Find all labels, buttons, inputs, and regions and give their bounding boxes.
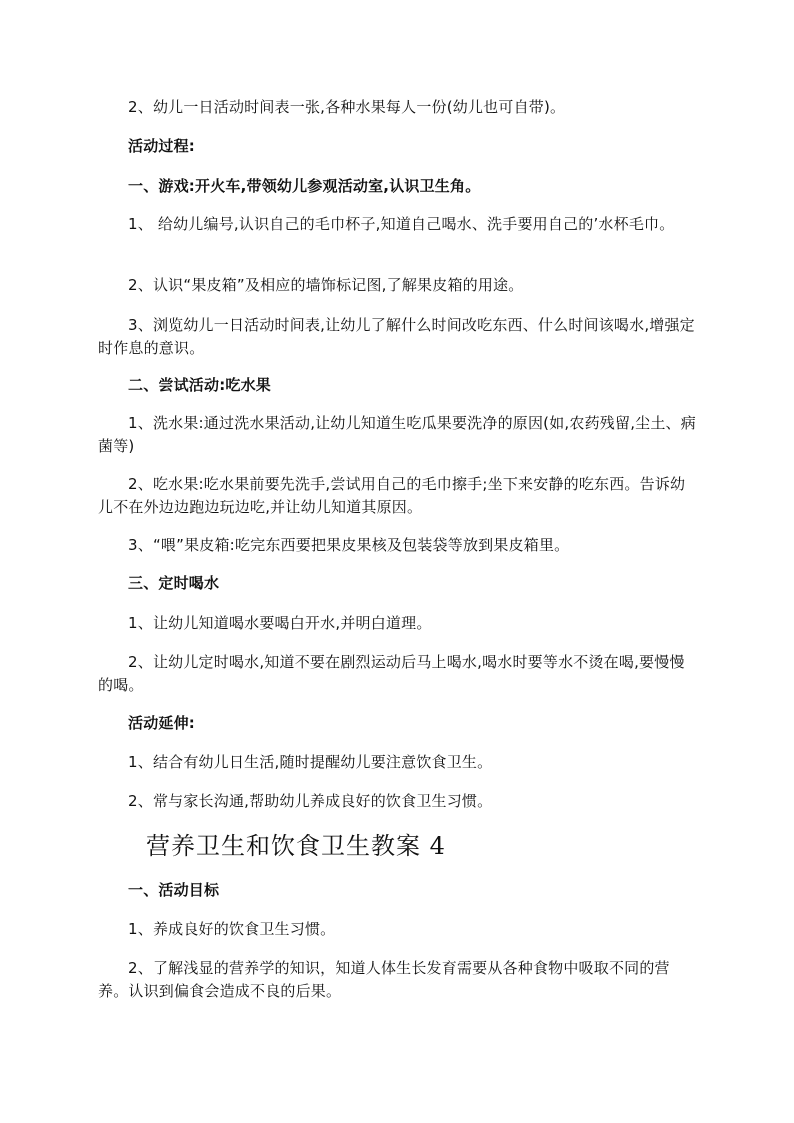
paragraph-materials-2: 2、幼儿一日活动时间表一张,各种水果每人一份(幼儿也可自带)。 [128,98,566,116]
paragraph-try-1: 1、洗水果:通过洗水果活动,让幼儿知道生吃瓜果要洗净的原因(如,农药残留,尘土、病菌等) [98,414,696,455]
paragraph-try-2: 2、吃水果:吃水果前要先洗手,尝试用自己的毛巾擦手;坐下来安静的吃东西。告诉幼儿不在外边边跑边玩边吃,并让幼儿知道其原因。 [98,475,686,516]
heading-extension: 活动延伸: [128,714,195,732]
paragraph-game-1: 1、 给幼儿编号,认识自己的毛巾杯子,知道自己喝水、洗手要用自己的’水杯毛巾。 [128,215,675,233]
heading-goals: 一、活动目标 [128,881,220,899]
paragraph-goal-1: 1、养成良好的饮食卫生习惯。 [128,920,336,938]
paragraph-extension-2: 2、常与家长沟通,帮助幼儿养成良好的饮食卫生习惯。 [128,792,493,810]
section-title: 营养卫生和饮食卫生教案 4 [146,832,446,860]
heading-activity-process: 活动过程: [128,137,195,155]
heading-try-activity: 二、尝试活动:吃水果 [128,376,271,394]
paragraph-game-3: 3、浏览幼儿一日活动时间表,让幼儿了解什么时间改吃东西、什么时间该喝水,增强定时作息的意识。 [98,316,695,357]
paragraph-water-1: 1、让幼儿知道喝水要喝白开水,并明白道理。 [128,614,432,632]
paragraph-extension-1: 1、结合有幼儿日生活,随时提醒幼儿要注意饮食卫生。 [128,753,493,771]
heading-drink-water: 三、定时喝水 [128,574,220,592]
paragraph-game-2: 2、认识“果皮箱”及相应的墙饰标记图,了解果皮箱的用途。 [128,276,524,294]
heading-game: 一、游戏:开火车,带领幼儿参观活动室,认识卫生角。 [128,177,481,195]
paragraph-goal-2: 2、了解浅显的营养学的知识，知道人体生长发育需要从各种食物中吸取不同的营养。认识到偏食会造成不良的后果。 [98,959,670,1000]
paragraph-water-2: 2、让幼儿定时喝水,知道不要在剧烈运动后马上喝水,喝水时要等水不烫在喝,要慢慢的喝。 [98,653,685,694]
paragraph-try-3: 3、“喂”果皮箱:吃完东西要把果皮果核及包装袋等放到果皮箱里。 [128,536,570,554]
